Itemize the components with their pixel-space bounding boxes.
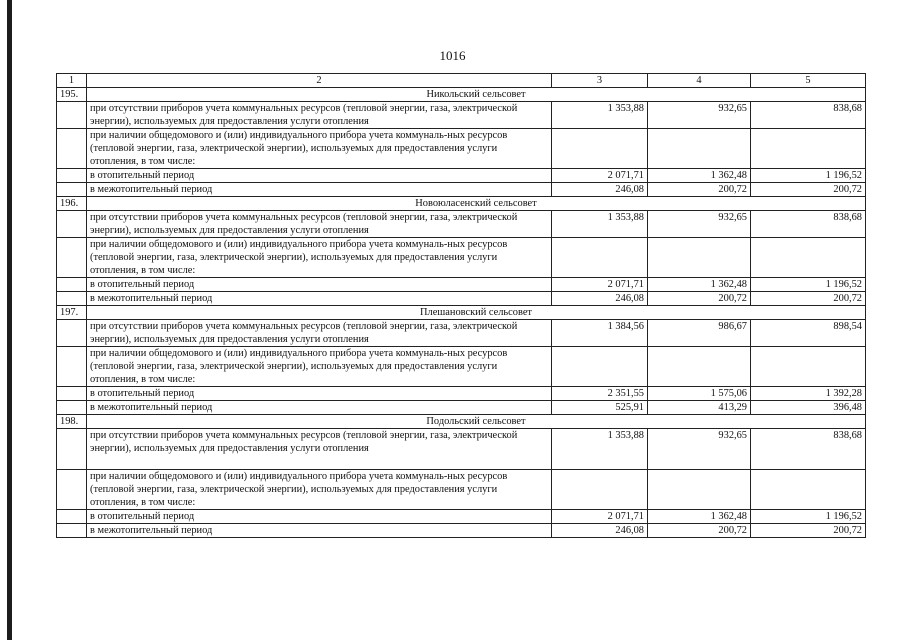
value-cell-v3: [552, 238, 648, 278]
section-name: Новоюласенский сельсовет: [87, 197, 866, 211]
table-row: [57, 401, 866, 415]
row-number-cell: [57, 429, 87, 470]
value-cell-v3: 246,08: [552, 524, 648, 538]
value-cell-v5: 838,68: [751, 429, 866, 470]
value-cell-v4: 1 362,48: [648, 510, 751, 524]
section-header-row: [57, 197, 866, 211]
value-cell-v5: 838,68: [751, 102, 866, 129]
value-cell-v3: 1 353,88: [552, 102, 648, 129]
table-row: [57, 102, 866, 129]
value-cell-v5: 200,72: [751, 524, 866, 538]
value-cell-v3: [552, 347, 648, 387]
table-row: [57, 129, 866, 169]
value-cell-v3: 2 071,71: [552, 278, 648, 292]
row-number-cell: [57, 320, 87, 347]
table-row: [57, 387, 866, 401]
row-number-cell: [57, 524, 87, 538]
value-cell-v5: 200,72: [751, 292, 866, 306]
row-number-cell: [57, 401, 87, 415]
value-cell-v3: 2 071,71: [552, 510, 648, 524]
table-row: [57, 524, 866, 538]
row-description: в отопительный период: [87, 278, 552, 292]
row-number-cell: [57, 347, 87, 387]
row-number-cell: [57, 211, 87, 238]
value-cell-v5: 1 196,52: [751, 510, 866, 524]
row-description: при отсутствии приборов учета коммунальных ресурсов (тепловой энергии, газа, электрической энергии), используемых для предоставления услуги отопления: [87, 429, 552, 470]
row-description: при отсутствии приборов учета коммунальных ресурсов (тепловой энергии, газа, электрической энергии), используемых для предоставления услуги отопления: [87, 211, 552, 238]
value-cell-v5: [751, 347, 866, 387]
table-row: [57, 211, 866, 238]
section-name: Никольский сельсовет: [87, 88, 866, 102]
section-number: 197.: [57, 306, 87, 320]
value-cell-v3: 1 353,88: [552, 211, 648, 238]
value-cell-v4: 932,65: [648, 211, 751, 238]
section-number: 195.: [57, 88, 87, 102]
row-description: при наличии общедомового и (или) индивидуального прибора учета коммуналь-ных ресурсов (тепловой энергии, газа, электрической энергии), используемых для предоставления услуги отопления, в том числе:: [87, 347, 552, 387]
value-cell-v4: 932,65: [648, 429, 751, 470]
row-description: в отопительный период: [87, 169, 552, 183]
table-row: [57, 292, 866, 306]
value-cell-v4: [648, 347, 751, 387]
row-number-cell: [57, 387, 87, 401]
table-row: [57, 347, 866, 387]
section-header-row: [57, 415, 866, 429]
row-description: при наличии общедомового и (или) индивидуального прибора учета коммуналь-ных ресурсов (тепловой энергии, газа, электрической энергии), используемых для предоставления услуги отопления, в том числе:: [87, 470, 552, 510]
value-cell-v5: [751, 129, 866, 169]
section-number: 196.: [57, 197, 87, 211]
value-cell-v4: [648, 238, 751, 278]
table-row: [57, 470, 866, 510]
column-header: 2: [87, 74, 552, 88]
row-description: в межотопительный период: [87, 292, 552, 306]
row-number-cell: [57, 278, 87, 292]
value-cell-v5: 1 196,52: [751, 169, 866, 183]
column-header: 5: [751, 74, 866, 88]
value-cell-v3: 1 384,56: [552, 320, 648, 347]
row-number-cell: [57, 470, 87, 510]
column-header: 1: [57, 74, 87, 88]
value-cell-v4: 413,29: [648, 401, 751, 415]
value-cell-v3: [552, 129, 648, 169]
section-number: 198.: [57, 415, 87, 429]
tariff-table: [56, 73, 866, 538]
value-cell-v5: 1 392,28: [751, 387, 866, 401]
column-header: 4: [648, 74, 751, 88]
row-description: при отсутствии приборов учета коммунальных ресурсов (тепловой энергии, газа, электрической энергии), используемых для предоставления услуги отопления: [87, 102, 552, 129]
value-cell-v5: 396,48: [751, 401, 866, 415]
value-cell-v5: 200,72: [751, 183, 866, 197]
table-row: [57, 429, 866, 470]
row-number-cell: [57, 183, 87, 197]
table-row: [57, 320, 866, 347]
value-cell-v3: 1 353,88: [552, 429, 648, 470]
row-description: в межотопительный период: [87, 183, 552, 197]
value-cell-v4: 1 575,06: [648, 387, 751, 401]
value-cell-v5: [751, 470, 866, 510]
value-cell-v3: 525,91: [552, 401, 648, 415]
value-cell-v3: 246,08: [552, 183, 648, 197]
value-cell-v3: 2 071,71: [552, 169, 648, 183]
row-description: в отопительный период: [87, 387, 552, 401]
section-header-row: [57, 88, 866, 102]
value-cell-v4: 200,72: [648, 524, 751, 538]
row-number-cell: [57, 169, 87, 183]
value-cell-v3: 246,08: [552, 292, 648, 306]
value-cell-v4: 932,65: [648, 102, 751, 129]
section-name: Подольский сельсовет: [87, 415, 866, 429]
section-name: Плешановский сельсовет: [87, 306, 866, 320]
table-header-row: [57, 74, 866, 88]
value-cell-v4: 1 362,48: [648, 169, 751, 183]
value-cell-v3: 2 351,55: [552, 387, 648, 401]
table-row: [57, 183, 866, 197]
row-number-cell: [57, 510, 87, 524]
value-cell-v4: 200,72: [648, 292, 751, 306]
value-cell-v5: [751, 238, 866, 278]
section-header-row: [57, 306, 866, 320]
page-number: 1016: [439, 48, 466, 63]
scan-edge: [7, 0, 12, 640]
row-description: в межотопительный период: [87, 401, 552, 415]
row-description: при наличии общедомового и (или) индивидуального прибора учета коммуналь-ных ресурсов (тепловой энергии, газа, электрической энергии), используемых для предоставления услуги отопления, в том числе:: [87, 238, 552, 278]
table-row: [57, 510, 866, 524]
row-number-cell: [57, 102, 87, 129]
row-description: при наличии общедомового и (или) индивидуального прибора учета коммуналь-ных ресурсов (тепловой энергии, газа, электрической энергии), используемых для предоставления услуги отопления, в том числе:: [87, 129, 552, 169]
value-cell-v4: 1 362,48: [648, 278, 751, 292]
row-number-cell: [57, 129, 87, 169]
table-body: [57, 74, 866, 538]
value-cell-v3: [552, 470, 648, 510]
row-number-cell: [57, 238, 87, 278]
row-description: в отопительный период: [87, 510, 552, 524]
row-number-cell: [57, 292, 87, 306]
value-cell-v4: 986,67: [648, 320, 751, 347]
value-cell-v5: 898,54: [751, 320, 866, 347]
value-cell-v4: [648, 470, 751, 510]
value-cell-v4: 200,72: [648, 183, 751, 197]
value-cell-v5: 838,68: [751, 211, 866, 238]
value-cell-v5: 1 196,52: [751, 278, 866, 292]
column-header: 3: [552, 74, 648, 88]
table-row: [57, 238, 866, 278]
value-cell-v4: [648, 129, 751, 169]
row-description: в межотопительный период: [87, 524, 552, 538]
table-row: [57, 169, 866, 183]
table-row: [57, 278, 866, 292]
row-description: при отсутствии приборов учета коммунальных ресурсов (тепловой энергии, газа, электрической энергии), используемых для предоставления услуги отопления: [87, 320, 552, 347]
